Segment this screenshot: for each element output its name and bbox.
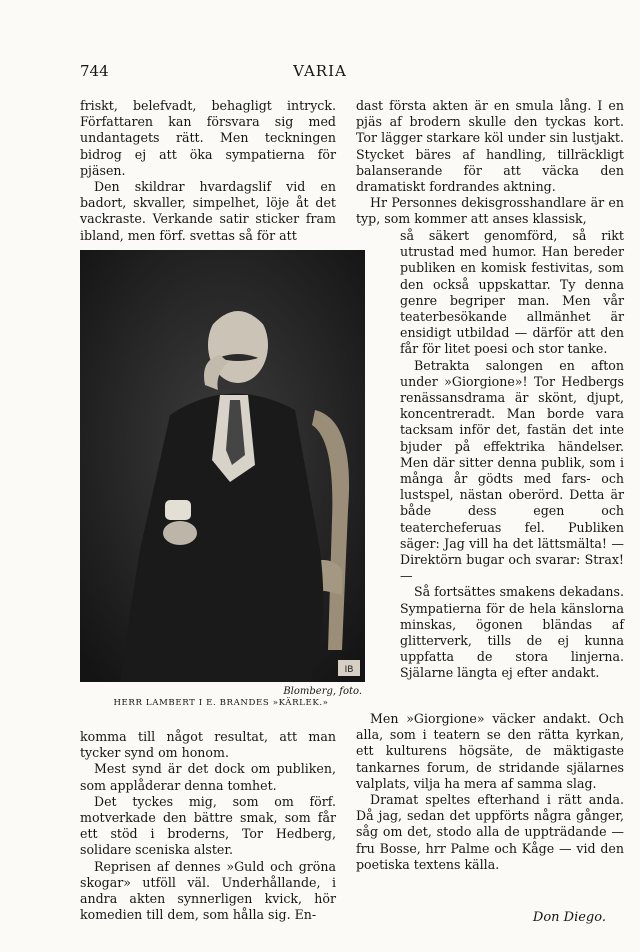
page-header xyxy=(0,62,640,86)
left-column-bottom xyxy=(80,729,336,923)
right-column-bottom xyxy=(356,711,624,873)
paragraph: Mest synd är det dock om publiken, som applåderar denna tomhet. xyxy=(80,761,336,793)
paragraph: Den skildrar hvardagslif vid en badort, skvaller, simpelhet, löje åt det vackraste. Verkande satir sticker fram ibland, men förf. svettas så för att xyxy=(80,179,336,243)
signature: Don Diego. xyxy=(532,910,606,925)
right-column-top xyxy=(356,98,624,228)
photo-mark: IB xyxy=(344,665,354,675)
paragraph: dast första akten är en smula lång. I en pjäs af brodern skulle den tyckas kort. Tor lägger starkare köl under sin lustjakt. Stycket bäres af handling, tillräckligt balanserande för att väcka den dramatiskt fordrandes aktning. xyxy=(356,98,624,195)
page-number: 744 xyxy=(80,62,109,80)
paragraph: Betrakta salongen en afton under »Giorgione»! Tor Hedbergs renässansdrama är skönt, djupt, koncentreradt. Man borde vara tacksam inför det, fastän det inte bjuder på effektrika händelser. Men där sitter denna publik, som i många år gödts med fars- och lustspel, nästan oberörd. Detta är både dess egen och teatercheferuas fel. Publiken säger: Jag vill ha det lättsmälta! — Direktörn bugar och svarar: Strax! — xyxy=(400,357,624,584)
portrait-illustration xyxy=(80,250,365,682)
paragraph: Det tyckes mig, som om förf. motverkade den bättre smak, som får ett stöd i broderns, Tor Hedberg, solidare sceniska alster. xyxy=(80,793,336,858)
paragraph: Reprisen af dennes »Guld och gröna skogar» utföll väl. Underhållande, i andra akten synnerligen kvick, hör komedien till dem, som hålla sig. En- xyxy=(80,858,336,923)
paragraph: så säkert genomförd, så rikt utrustad med humor. Han bereder publiken en komisk festivitas, som den också uppskattar. Ty denna genre begriper man. Men vår teaterbesökande allmänhet är ensidigt utbildad — därför att den får för litet poesi och stor tanke. xyxy=(400,228,624,357)
paragraph: komma till något resultat, att man tycker synd om honom. xyxy=(80,729,336,761)
running-title: VARIA xyxy=(293,62,347,80)
left-column-top xyxy=(80,98,336,244)
paragraph: Hr Personnes dekisgrosshandlare är en typ, som kommer att anses klassisk, xyxy=(356,195,624,227)
paragraph: friskt, belefvadt, behagligt intryck. Författaren kan försvara sig med undantagets rätt. Men teckningen bidrog ej att öka sympatierna för pjäsen. xyxy=(80,98,336,178)
portrait-photo xyxy=(80,250,365,682)
photo-caption: HERR LAMBERT I E. BRANDES »KÄRLEK.» xyxy=(113,698,329,708)
paragraph: Dramat speltes efterhand i rätt anda. Då jag, sedan det uppförts några gånger, såg om det, stodo alla de uppträdande — fru Bosse, hrr Palme och Kåge — vid den poetiska textens källa. xyxy=(356,792,624,872)
photo-credit: Blomberg, foto. xyxy=(283,686,362,697)
paragraph: Men »Giorgione» väcker andakt. Och alla, som i teatern se den rätta kyrkan, ett kulturens högsäte, de mäktigaste tankarnes forum, de stridande själarnes valplats, vilja ha mera af samma slag. xyxy=(356,711,624,791)
right-column-middle xyxy=(400,228,624,682)
paragraph: Så fortsättes smakens dekadans. Sympatierna för de hela känslorna minskas, ögonen bländas af glitterverk, tills de ej kunna uppfatta de stora linjerna. Själarne längta ej efter andakt. xyxy=(400,584,624,681)
